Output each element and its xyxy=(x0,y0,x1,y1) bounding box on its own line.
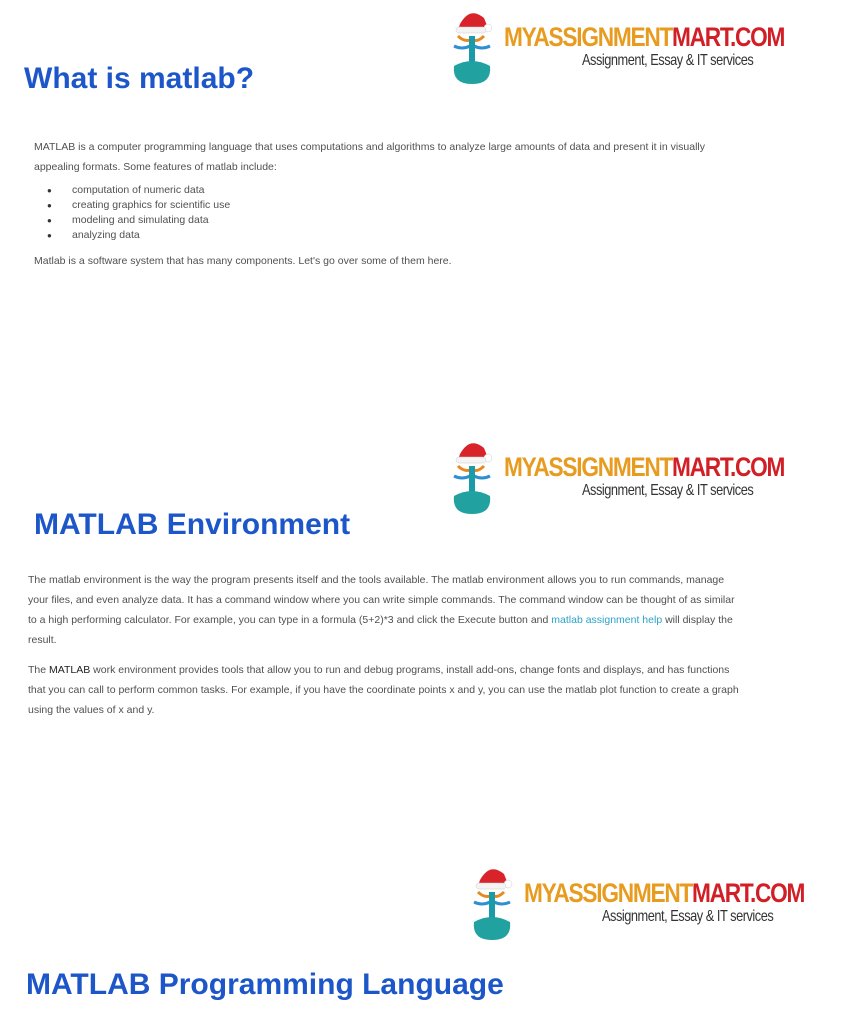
matlab-assignment-help-link[interactable]: matlab assignment help xyxy=(551,614,663,626)
logo-tagline: Assignment, Essay & IT services xyxy=(582,52,754,69)
environment-text-2: will display the result. xyxy=(28,614,733,646)
intro-paragraph: MATLAB is a computer programming language that uses computations and algorithms to analyze large amounts of data and present it in visually appealing formats. Some features of matlab include: xyxy=(34,141,706,173)
list-item: ● modeling and simulating data xyxy=(34,213,714,228)
features-list xyxy=(34,183,714,243)
matlab-term: MATLAB xyxy=(49,664,91,676)
logo-name-part2: MART.COM xyxy=(672,452,785,482)
section-matlab-programming-language xyxy=(0,858,805,1024)
logo-name-part1: MYASSIGNMENT xyxy=(504,452,673,482)
section-matlab-environment xyxy=(0,430,785,760)
environment-paragraph-2 xyxy=(28,660,740,720)
environment-text-1: The matlab environment is the way the program presents itself and the tools available. The matlab environment allows you to run commands, manage your files, and even analyze data. It has a command window where you can write simple commands. The command window can be thought of as similar to a high performing calculator. For example, you can type in a formula (5+2)*3 and click the Execute button and xyxy=(28,574,735,626)
environment-text-3: The xyxy=(28,664,50,676)
outro-paragraph: Matlab is a software system that has many components. Let's go over some of them here. xyxy=(34,255,452,267)
logo-name-part1: MYASSIGNMENT xyxy=(524,878,693,908)
list-item: ● creating graphics for scientific use xyxy=(34,198,714,213)
logo-tagline: Assignment, Essay & IT services xyxy=(582,482,754,499)
heading-matlab-environment: MATLAB Environment xyxy=(34,508,351,541)
logo-name-part2: MART.COM xyxy=(672,22,785,52)
list-item: ● analyzing data xyxy=(34,228,714,243)
brand-logo[interactable] xyxy=(448,6,838,86)
environment-paragraph-1 xyxy=(28,570,740,650)
logo-name-part1: MYASSIGNMENT xyxy=(504,22,673,52)
environment-text-4: work environment provides tools that allow you to run and debug programs, install add-ons, change fonts and displays, and has functions that you can call to perform common tasks. For example, if you have the coordinate points x and y, you can use the matlab plot function to create a graph using the values of x and y. xyxy=(28,664,739,716)
brand-logo[interactable] xyxy=(448,436,838,516)
logo-tree-icon xyxy=(448,436,496,516)
logo-tree-icon xyxy=(448,6,496,86)
logo-name-part2: MART.COM xyxy=(692,878,805,908)
list-item: ● computation of numeric data xyxy=(34,183,714,198)
brand-logo[interactable] xyxy=(468,862,858,942)
heading-what-is-matlab: What is matlab? xyxy=(24,62,255,95)
heading-matlab-programming-language: MATLAB Programming Language xyxy=(26,968,504,1001)
logo-tagline: Assignment, Essay & IT services xyxy=(602,908,774,925)
section-what-is-matlab xyxy=(0,0,785,300)
logo-tree-icon xyxy=(468,862,516,942)
